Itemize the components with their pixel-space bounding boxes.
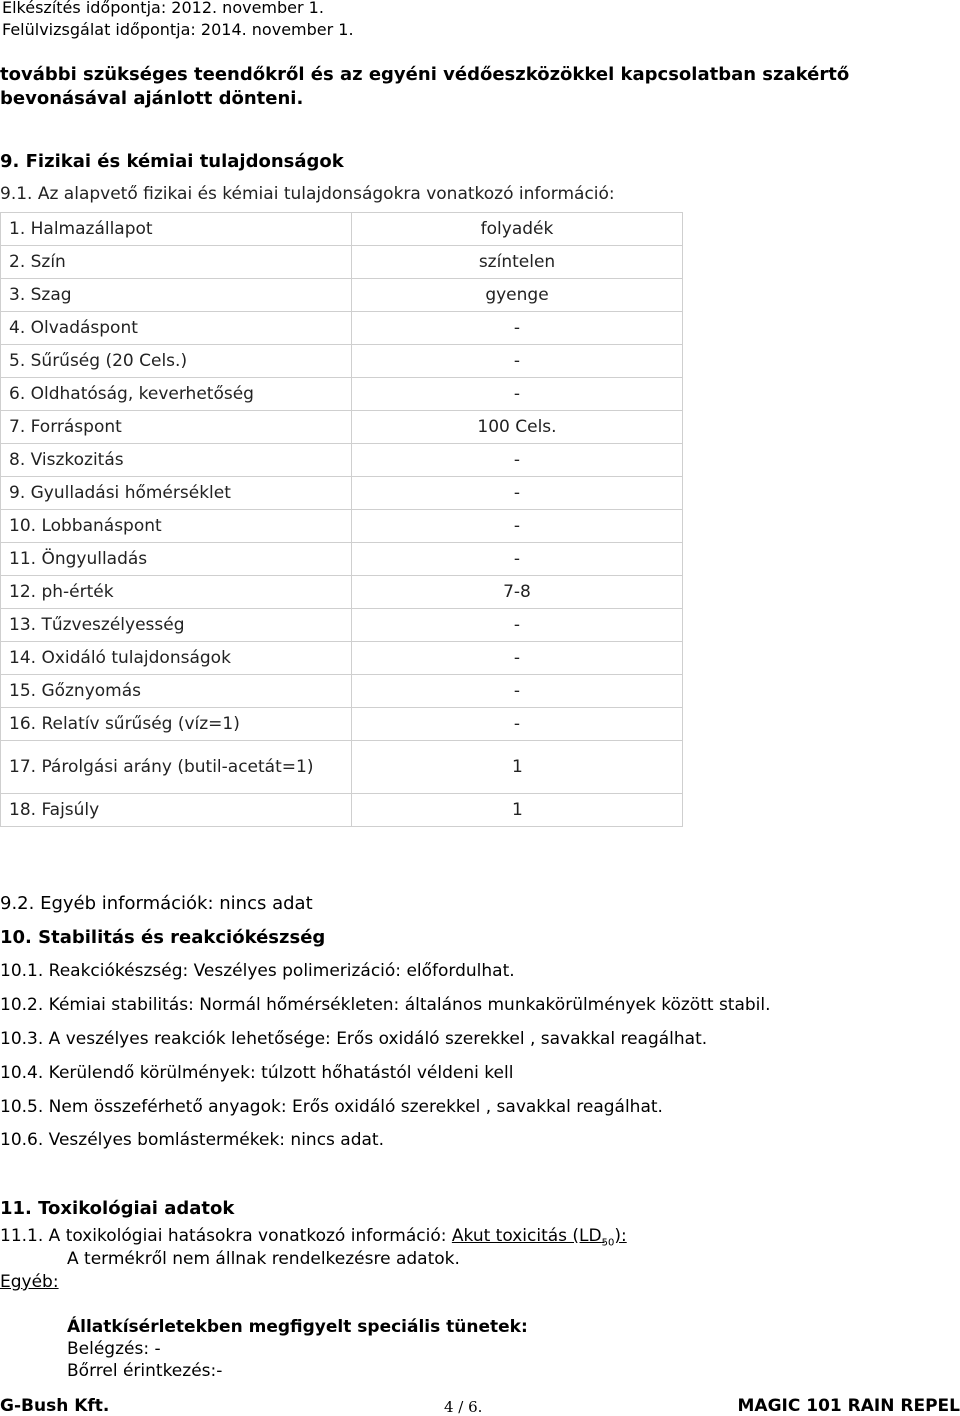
- property-label: 6. Oldhatóság, keverhetőség: [1, 378, 352, 411]
- property-label: 3. Szag: [1, 279, 352, 312]
- property-value: -: [352, 510, 683, 543]
- skin-contact: Bőrrel érintkezés:-: [67, 1361, 223, 1381]
- property-value: -: [352, 642, 683, 675]
- footer-product: MAGIC 101 RAIN REPEL: [737, 1396, 960, 1416]
- table-row: [1, 279, 683, 312]
- property-label: 4. Olvadáspont: [1, 312, 352, 345]
- property-value: -: [352, 675, 683, 708]
- table-row: [1, 246, 683, 279]
- revised-date: Felülvizsgálat időpontja: 2014. november 1.: [2, 20, 354, 39]
- table-row: [1, 675, 683, 708]
- table-row: [1, 510, 683, 543]
- table-row: [1, 741, 683, 794]
- section-9-title: 9. Fizikai és kémiai tulajdonságok: [0, 151, 344, 172]
- section-10-item: 10.6. Veszélyes bomlástermékek: nincs adat.: [0, 1130, 385, 1150]
- property-label: 9. Gyulladási hőmérséklet: [1, 477, 352, 510]
- property-label: 7. Forráspont: [1, 411, 352, 444]
- property-value: -: [352, 708, 683, 741]
- property-value: 1: [352, 741, 683, 794]
- table-row: [1, 794, 683, 827]
- property-label: 11. Öngyulladás: [1, 543, 352, 576]
- section-10-title: 10. Stabilitás és reakciókészség: [0, 927, 326, 948]
- table-row: [1, 708, 683, 741]
- property-label: 8. Viszkozitás: [1, 444, 352, 477]
- property-label: 18. Fajsúly: [1, 794, 352, 827]
- property-label: 5. Sűrűség (20 Cels.): [1, 345, 352, 378]
- footer-company: G-Bush Kft.: [0, 1396, 110, 1416]
- property-label: 10. Lobbanáspont: [1, 510, 352, 543]
- property-label: 15. Gőznyomás: [1, 675, 352, 708]
- property-value: színtelen: [352, 246, 683, 279]
- properties-table: [0, 212, 683, 827]
- section-9-2: 9.2. Egyéb információk: nincs adat: [0, 893, 313, 914]
- property-label: 1. Halmazállapot: [1, 213, 352, 246]
- property-value: 100 Cels.: [352, 411, 683, 444]
- intro-line-1: további szükséges teendőkről és az egyéni védőeszközökkel kapcsolatban szakértő: [0, 64, 850, 85]
- property-label: 13. Tűzveszélyesség: [1, 609, 352, 642]
- section-11-title: 11. Toxikológiai adatok: [0, 1198, 235, 1219]
- property-value: 1: [352, 794, 683, 827]
- property-value: folyadék: [352, 213, 683, 246]
- section-10-item: 10.1. Reakciókészség: Veszélyes polimerizáció: előfordulhat.: [0, 961, 515, 981]
- property-value: -: [352, 345, 683, 378]
- section-11-1: [0, 1226, 627, 1248]
- table-row: [1, 213, 683, 246]
- table-row: [1, 642, 683, 675]
- inhalation: Belégzés: -: [67, 1339, 161, 1359]
- property-value: -: [352, 609, 683, 642]
- table-row: [1, 576, 683, 609]
- property-label: 16. Relatív sűrűség (víz=1): [1, 708, 352, 741]
- other-label: Egyéb:: [0, 1272, 59, 1292]
- property-value: -: [352, 378, 683, 411]
- section-10-item: 10.3. A veszélyes reakciók lehetősége: Erős oxidáló szerekkel , savakkal reagálhat.: [0, 1029, 708, 1049]
- property-label: 14. Oxidáló tulajdonságok: [1, 642, 352, 675]
- property-label: 17. Párolgási arány (butil-acetát=1): [1, 741, 352, 794]
- section-10-item: 10.4. Kerülendő körülmények: túlzott hőhatástól véldeni kell: [0, 1063, 514, 1083]
- property-value: 7-8: [352, 576, 683, 609]
- animal-test-title: Állatkísérletekben megfigyelt speciális tünetek:: [67, 1317, 528, 1337]
- section-11-1-note: A termékről nem állnak rendelkezésre adatok.: [67, 1249, 460, 1269]
- property-value: -: [352, 477, 683, 510]
- table-row: [1, 477, 683, 510]
- property-value: -: [352, 312, 683, 345]
- section-10-item: 10.5. Nem összeférhető anyagok: Erős oxidáló szerekkel , savakkal reagálhat.: [0, 1097, 663, 1117]
- property-label: 12. ph-érték: [1, 576, 352, 609]
- section-10-item: 10.2. Kémiai stabilitás: Normál hőmérsékleten: általános munkakörülmények között stabil.: [0, 995, 771, 1015]
- table-row: [1, 378, 683, 411]
- table-row: [1, 444, 683, 477]
- table-row: [1, 312, 683, 345]
- property-value: -: [352, 444, 683, 477]
- property-value: -: [352, 543, 683, 576]
- table-row: [1, 345, 683, 378]
- table-row: [1, 411, 683, 444]
- footer-page: 4 / 6.: [444, 1398, 483, 1416]
- created-date: Elkészítés időpontja: 2012. november 1.: [2, 0, 324, 17]
- intro-line-2: bevonásával ajánlott dönteni.: [0, 88, 304, 109]
- property-value: gyenge: [352, 279, 683, 312]
- property-label: 2. Szín: [1, 246, 352, 279]
- acute-toxicity-link: Akut toxicitás $(LD_{50})$:: [451, 1226, 627, 1249]
- table-row: [1, 543, 683, 576]
- section-9-1-heading: 9.1. Az alapvető fizikai és kémiai tulajdonságokra vonatkozó információ:: [0, 184, 615, 204]
- section-11-1-prefix: 11.1. A toxikológiai hatásokra vonatkozó információ:: [0, 1226, 452, 1246]
- table-row: [1, 609, 683, 642]
